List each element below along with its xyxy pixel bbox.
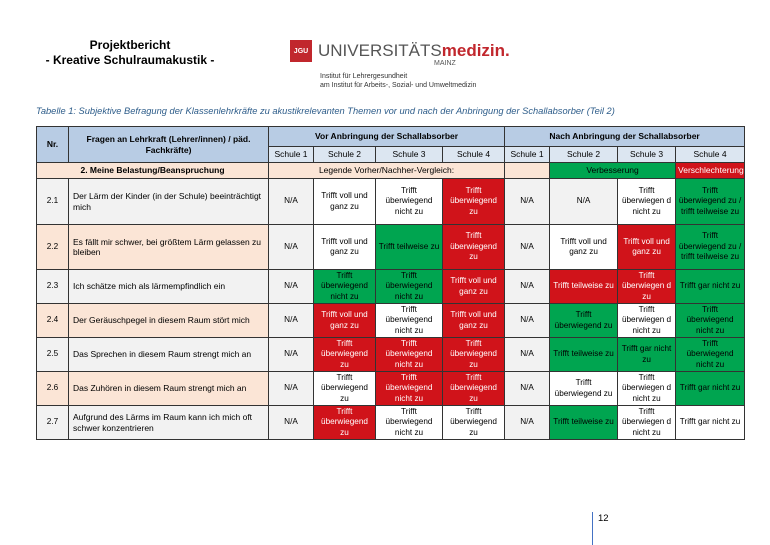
legend-worsening: Verschlechterung — [676, 163, 745, 179]
answer-cell: N/A — [269, 406, 314, 440]
answer-cell: Trifft überwiegen d nicht zu — [618, 406, 676, 440]
answer-cell: N/A — [269, 372, 314, 406]
answer-cell: Trifft überwiegend nicht zu — [314, 270, 376, 304]
answer-cell: N/A — [269, 304, 314, 338]
answer-cell: Trifft überwiegend zu — [443, 338, 505, 372]
row-question: Das Sprechen in diesem Raum strengt mich an — [69, 338, 269, 372]
report-title-line1: Projektbericht — [89, 38, 171, 52]
answer-cell: Trifft voll und ganz zu — [618, 225, 676, 270]
school-header: Schule 1 — [505, 147, 550, 163]
institute-line2: am Institut für Arbeits-, Sozial- und Umweltmedizin — [320, 82, 477, 89]
answer-cell: Trifft überwiegend nicht zu — [676, 304, 745, 338]
answer-cell: Trifft überwiegend zu — [314, 406, 376, 440]
table-row — [37, 338, 745, 372]
row-question: Es fällt mir schwer, bei größtem Lärm gelassen zu bleiben — [69, 225, 269, 270]
legend-improvement: Verbesserung — [550, 163, 676, 179]
row-number: 2.5 — [37, 338, 69, 372]
table-caption: Tabelle 1: Subjektive Befragung der Klassenlehrkräfte zu akustikrelevanten Themen vor und nach der Anbringung der Schallabsorber (Teil 2) — [36, 106, 615, 116]
answer-cell: N/A — [505, 372, 550, 406]
row-number: 2.2 — [37, 225, 69, 270]
answer-cell: Trifft überwiegend nicht zu — [376, 304, 443, 338]
answer-cell: N/A — [269, 179, 314, 225]
answer-cell: Trifft voll und ganz zu — [314, 225, 376, 270]
answer-cell: Trifft überwiegend nicht zu — [376, 338, 443, 372]
answer-cell: Trifft gar nicht zu — [618, 338, 676, 372]
answer-cell: Trifft überwiegend nicht zu — [376, 406, 443, 440]
row-number: 2.4 — [37, 304, 69, 338]
answer-cell: N/A — [269, 225, 314, 270]
answer-cell: Trifft voll und ganz zu — [314, 304, 376, 338]
table-row — [37, 225, 745, 270]
answer-cell: Trifft überwiegend zu — [550, 372, 618, 406]
answer-cell: N/A — [269, 270, 314, 304]
header-after: Nach Anbringung der Schallabsorber — [505, 127, 745, 147]
page-divider — [592, 512, 593, 545]
answer-cell: Trifft überwiegend nicht zu — [376, 179, 443, 225]
answer-cell: Trifft teilweise zu — [550, 406, 618, 440]
school-header: Schule 4 — [676, 147, 745, 163]
row-question: Aufgrund des Lärms im Raum kann ich mich oft schwer konzentrieren — [69, 406, 269, 440]
table-row — [37, 304, 745, 338]
answer-cell: Trifft überwiegend zu — [443, 179, 505, 225]
answer-cell: Trifft gar nicht zu — [676, 406, 745, 440]
institute-line1: Institut für Lehrergesundheit — [320, 73, 408, 80]
jgu-logo-icon: JGU — [290, 40, 312, 62]
answer-cell: Trifft überwiegend zu — [314, 372, 376, 406]
answer-cell: Trifft überwiegend nicht zu — [376, 270, 443, 304]
logo-wordmark-a: UNIVERSITÄTS — [318, 41, 442, 60]
answer-cell: Trifft gar nicht zu — [676, 372, 745, 406]
answer-cell: N/A — [505, 338, 550, 372]
answer-cell: Trifft voll und ganz zu — [550, 225, 618, 270]
answer-cell: N/A — [505, 270, 550, 304]
table-row — [37, 406, 745, 440]
survey-table — [36, 126, 745, 440]
answer-cell: Trifft gar nicht zu — [676, 270, 745, 304]
row-number: 2.1 — [37, 179, 69, 225]
report-title — [30, 38, 230, 68]
answer-cell: N/A — [550, 179, 618, 225]
answer-cell: Trifft teilweise zu — [376, 225, 443, 270]
answer-cell: N/A — [505, 304, 550, 338]
answer-cell: Trifft überwiegend zu — [550, 304, 618, 338]
section-title: 2. Meine Belastung/Beanspruchung — [37, 163, 269, 179]
legend-label: Legende Vorher/Nachher-Vergleich: — [269, 163, 505, 179]
school-header: Schule 3 — [376, 147, 443, 163]
table-body — [37, 179, 745, 440]
row-question: Der Lärm der Kinder (in der Schule) beeinträchtigt mich — [69, 179, 269, 225]
logo-city: MAINZ — [434, 60, 456, 67]
logo-wordmark — [318, 40, 510, 62]
row-question: Der Geräuschpegel in diesem Raum stört mich — [69, 304, 269, 338]
answer-cell: N/A — [505, 179, 550, 225]
logo-wordmark-b: medizin. — [441, 41, 510, 60]
row-question: Ich schätze mich als lärmempfindlich ein — [69, 270, 269, 304]
row-number: 2.7 — [37, 406, 69, 440]
school-header: Schule 4 — [443, 147, 505, 163]
school-header: Schule 2 — [550, 147, 618, 163]
answer-cell: Trifft überwiegend nicht zu — [676, 338, 745, 372]
table-row — [37, 270, 745, 304]
answer-cell: Trifft voll und ganz zu — [443, 304, 505, 338]
school-header: Schule 1 — [269, 147, 314, 163]
answer-cell: Trifft überwiegen d nicht zu — [618, 179, 676, 225]
answer-cell: N/A — [505, 225, 550, 270]
legend-spacer — [505, 163, 550, 179]
table-row — [37, 179, 745, 225]
answer-cell: Trifft überwiegend nicht zu — [376, 372, 443, 406]
row-number: 2.3 — [37, 270, 69, 304]
answer-cell: N/A — [269, 338, 314, 372]
answer-cell: Trifft überwiegend zu — [443, 406, 505, 440]
answer-cell: Trifft überwiegend zu — [314, 338, 376, 372]
answer-cell: Trifft teilweise zu — [550, 270, 618, 304]
answer-cell: Trifft voll und ganz zu — [443, 270, 505, 304]
answer-cell: Trifft überwiegend zu — [443, 372, 505, 406]
page-number: 12 — [598, 513, 609, 524]
answer-cell: Trifft überwiegend zu / trifft teilweise zu — [676, 225, 745, 270]
answer-cell: Trifft voll und ganz zu — [314, 179, 376, 225]
table-row — [37, 372, 745, 406]
answer-cell: N/A — [505, 406, 550, 440]
institute-name — [320, 72, 476, 90]
answer-cell: Trifft überwiegend zu / trifft teilweise zu — [676, 179, 745, 225]
answer-cell: Trifft überwiegen d nicht zu — [618, 372, 676, 406]
row-question: Das Zuhören in diesem Raum strengt mich an — [69, 372, 269, 406]
header-nr: Nr. — [37, 127, 69, 163]
row-number: 2.6 — [37, 372, 69, 406]
school-header: Schule 2 — [314, 147, 376, 163]
answer-cell: Trifft überwiegen d zu — [618, 270, 676, 304]
report-title-line2: - Kreative Schulraumakustik - — [45, 53, 215, 67]
header-question: Fragen an Lehrkraft (Lehrer/innen) / päd. Fachkräfte) — [69, 127, 269, 163]
header-before: Vor Anbringung der Schallabsorber — [269, 127, 505, 147]
school-header: Schule 3 — [618, 147, 676, 163]
answer-cell: Trifft überwiegen d nicht zu — [618, 304, 676, 338]
answer-cell: Trifft teilweise zu — [550, 338, 618, 372]
answer-cell: Trifft überwiegend zu — [443, 225, 505, 270]
